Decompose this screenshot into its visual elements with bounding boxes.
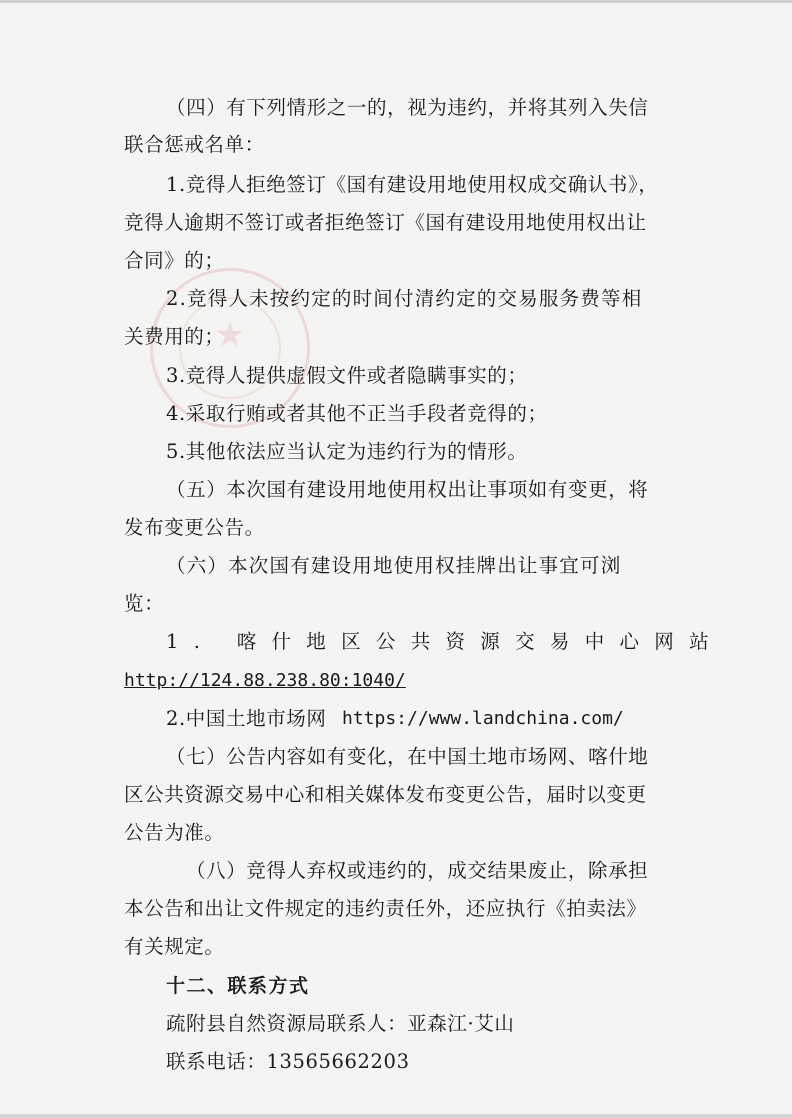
paragraph-line: 本公告和出让文件规定的违约责任外，还应执行《拍卖法》: [124, 897, 647, 920]
clause-5-heading: （五）本次国有建设用地使用权出让事项如有变更，将: [166, 478, 649, 501]
clause-8-heading: （八）竞得人弃权或违约的，成交结果废止，除承担: [186, 859, 649, 882]
website-2-label: 2.中国土地市场网: [166, 707, 327, 730]
paragraph-line: 合同》的；: [124, 249, 225, 272]
paragraph-line: 发布变更公告。: [124, 516, 265, 539]
scan-top-edge: [0, 0, 792, 3]
item-5-line: 5.其他依法应当认定为违约行为的情形。: [166, 440, 528, 463]
paragraph-line: 竞得人逾期不签订或者拒绝签订《国有建设用地使用权出让: [124, 211, 647, 234]
paragraph-line: 有关规定。: [124, 935, 225, 958]
seal-star-icon: ★: [214, 315, 246, 355]
section-12-heading: 十二、联系方式: [166, 975, 310, 997]
contact-person-line: 疏附县自然资源局联系人：亚森江·艾山: [166, 1012, 515, 1035]
item-3-line: 3.竞得人提供虚假文件或者隐瞒事实的；: [166, 364, 528, 387]
website-1-label: 1. 喀什地区公共资源交易中心网站: [166, 630, 724, 653]
paragraph-line: 览：: [124, 592, 165, 615]
item-4-line: 4.采取行贿或者其他不正当手段者竞得的；: [166, 402, 548, 425]
website-2-url[interactable]: https://www.landchina.com/: [342, 708, 624, 729]
paragraph-line: 公告为准。: [124, 821, 225, 844]
item-2-line: 2.竞得人未按约定的时间付清约定的交易服务费等相: [166, 287, 643, 310]
website-1-url[interactable]: http://124.88.238.80:1040/: [124, 670, 406, 691]
clause-4-heading: （四）有下列情形之一的，视为违约，并将其列入失信: [166, 96, 649, 119]
clause-7-heading: （七）公告内容如有变化，在中国土地市场网、喀什地: [166, 745, 649, 768]
paragraph-line: 区公共资源交易中心和相关媒体发布变更公告，届时以变更: [124, 783, 647, 806]
contact-phone-line: 联系电话：13565662203: [166, 1050, 410, 1073]
clause-6-heading: （六）本次国有建设用地使用权挂牌出让事宜可浏: [166, 554, 622, 577]
item-1-line: 1.竞得人拒绝签订《国有建设用地使用权成交确认书》，: [166, 173, 659, 196]
scan-bottom-edge: [0, 1114, 792, 1118]
paragraph-line: 关费用的；: [124, 325, 225, 348]
paragraph-line: 联合惩戒名单：: [124, 133, 265, 156]
